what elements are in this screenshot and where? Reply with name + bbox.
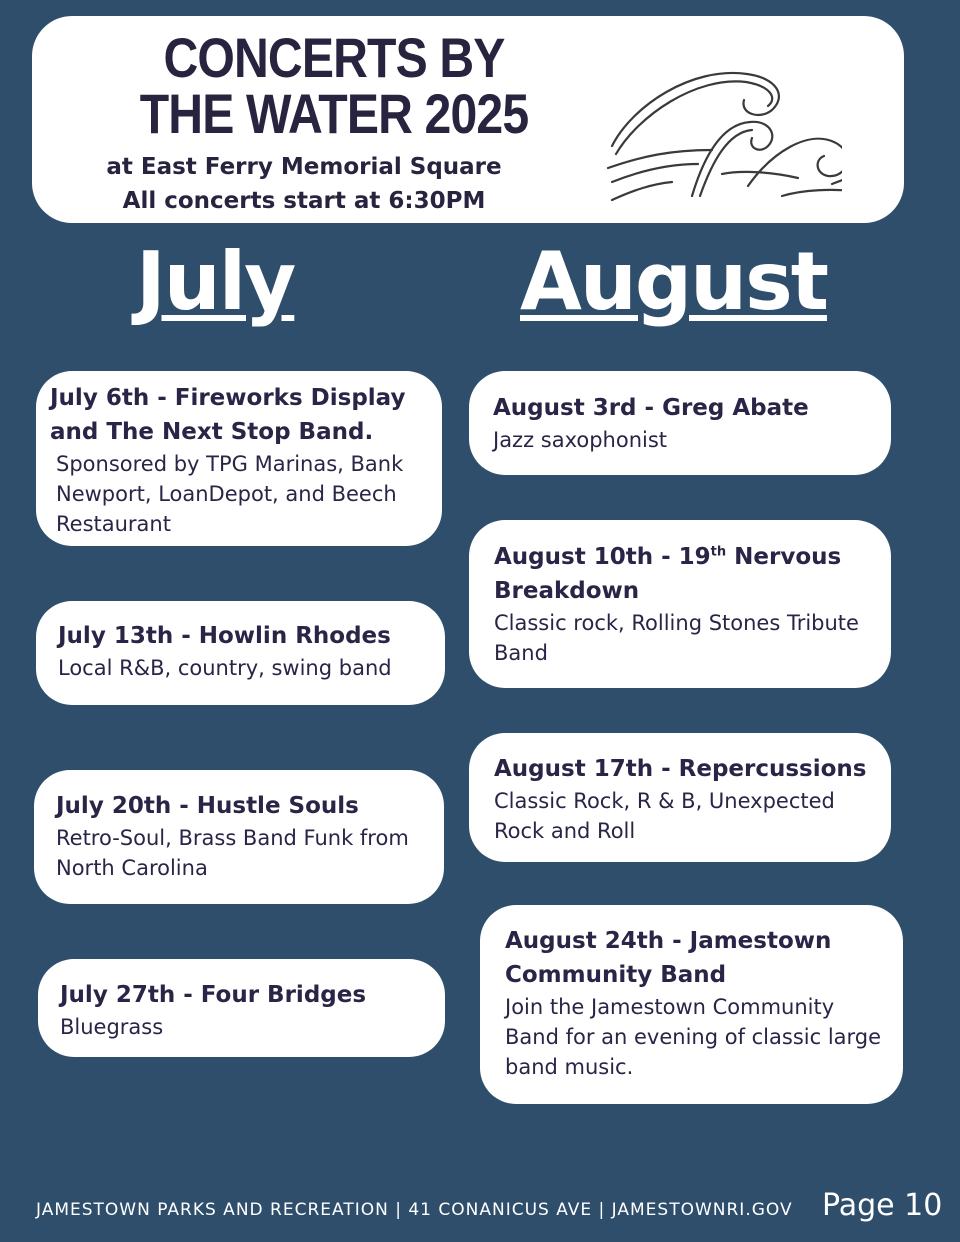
event-description: Sponsored by TPG Marinas, Bank Newport, LoanDepot, and Beech Restaurant xyxy=(56,452,404,536)
page-number: Page 10 xyxy=(822,1188,943,1223)
event-description: Classic Rock, R & B, Unexpected Rock and Roll xyxy=(494,789,835,843)
event-title: July 27th - Four Bridges xyxy=(60,982,367,1008)
event-title-prefix: August 10th - 19 xyxy=(494,544,711,570)
event-title: July 6th - Fireworks Display and The Next Stop Band. xyxy=(50,385,406,445)
venue-text: at East Ferry Memorial Square xyxy=(106,154,502,180)
event-card-august-10 xyxy=(469,520,891,688)
header-card xyxy=(32,16,904,223)
event-description: Bluegrass xyxy=(60,1015,164,1039)
event-card-july-13 xyxy=(36,601,445,705)
event-title-suffix: Nervous Breakdown xyxy=(494,544,842,604)
event-title: August 24th - Jamestown Community Band xyxy=(505,928,832,988)
footer-text: JAMESTOWN PARKS AND RECREATION | 41 CONANICUS AVE | JAMESTOWNRI.GOV xyxy=(36,1200,793,1220)
event-description: Classic rock, Rolling Stones Tribute Band xyxy=(494,611,859,665)
ordinal-suffix: th xyxy=(710,544,727,560)
event-title: July 20th - Hustle Souls xyxy=(56,793,359,819)
month-heading-july: July xyxy=(136,235,295,328)
event-card-july-20 xyxy=(34,770,444,904)
event-title: August 17th - Repercussions xyxy=(494,756,867,782)
event-description: Jazz saxophonist xyxy=(493,428,668,452)
event-description: Join the Jamestown Community Band for an evening of classic large band music. xyxy=(505,995,882,1079)
event-description: Local R&B, country, swing band xyxy=(58,656,392,680)
event-card-august-3 xyxy=(469,371,891,475)
subtitle xyxy=(84,150,524,218)
wave-icon xyxy=(572,46,842,206)
page-title: CONCERTS BY THE WATER 2025 xyxy=(139,26,529,145)
event-card-july-6 xyxy=(36,371,442,546)
start-time-text: All concerts start at 6:30PM xyxy=(122,188,486,214)
event-card-july-27 xyxy=(38,959,445,1057)
event-card-august-24 xyxy=(480,905,903,1104)
event-description: Retro-Soul, Brass Band Funk from North Carolina xyxy=(56,826,409,880)
event-title: July 13th - Howlin Rhodes xyxy=(58,623,391,649)
month-heading-august: August xyxy=(520,235,827,328)
event-card-august-17 xyxy=(469,733,891,862)
event-title xyxy=(494,540,875,608)
event-title: August 3rd - Greg Abate xyxy=(493,395,809,421)
